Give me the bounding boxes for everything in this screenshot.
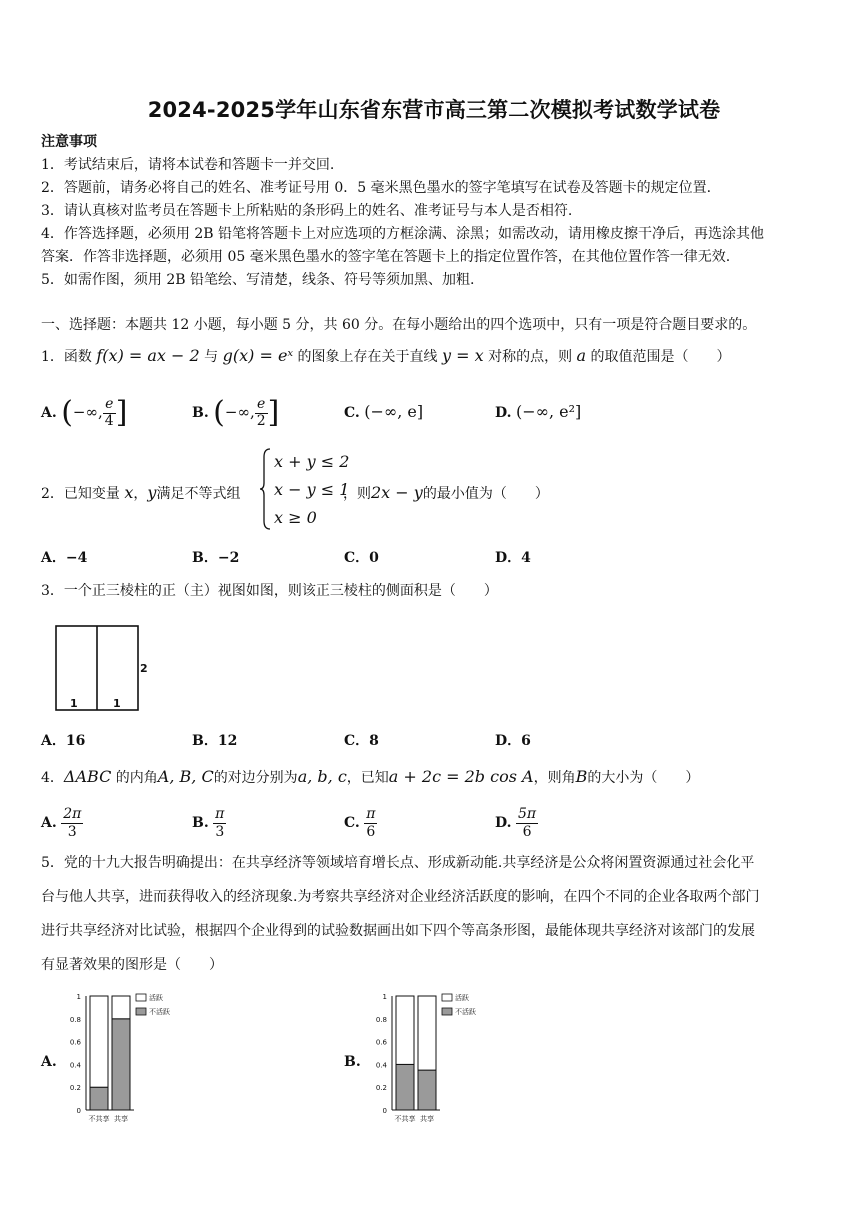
q1-option-b[interactable] bbox=[192, 389, 279, 435]
q1-text: 对称的点，则 bbox=[488, 349, 573, 365]
math: (−∞, e] bbox=[364, 402, 424, 421]
q5-option-a[interactable]: A. bbox=[41, 1054, 57, 1070]
math-b: B bbox=[575, 767, 588, 786]
bar-segment-inactive bbox=[418, 1070, 436, 1110]
question-4 bbox=[41, 767, 699, 787]
fraction bbox=[364, 806, 377, 841]
question-2-tail bbox=[343, 483, 549, 503]
q3-option-b[interactable]: B．12 bbox=[192, 733, 238, 749]
bracket: ] bbox=[115, 395, 128, 430]
option-label: A. bbox=[41, 815, 57, 831]
note-item: 4．作答选择题，必须用 2B 铅笔将答题卡上对应选项的方框涂满、涂黑；如需改动，请用橡皮擦干净后，再选涂其他 bbox=[41, 226, 764, 242]
legend-swatch bbox=[442, 1008, 452, 1015]
q1-text: 与 bbox=[204, 349, 219, 365]
notes-heading: 注意事项 bbox=[41, 134, 97, 150]
legend-label: 活跃 bbox=[455, 994, 469, 1002]
note-item: 5．如需作图，须用 2B 铅笔绘、写清楚，线条、符号等须加黑、加粗. bbox=[41, 272, 475, 288]
y-tick-label: 0 bbox=[382, 1107, 387, 1115]
y-tick-label: 0.8 bbox=[375, 1015, 387, 1024]
bracket: ] bbox=[267, 395, 280, 430]
question-3: 3．一个正三棱柱的正（主）视图如图，则该正三棱柱的侧面积是（ ） bbox=[41, 583, 498, 599]
q3-option-a[interactable]: A．16 bbox=[41, 733, 86, 749]
question-5-line: 5．党的十九大报告明确提出：在共享经济等领域培育增长点、形成新动能.共享经济是公众将闲置资源通过社会化平 bbox=[41, 855, 755, 871]
q1-text: 的取值范围是（ ） bbox=[590, 349, 731, 365]
system-line: x + y ≤ 2 bbox=[274, 452, 350, 471]
q2-text: 已知变量 bbox=[63, 486, 120, 502]
math-f: f(x) = ax − 2 bbox=[96, 346, 200, 365]
y-tick-label: 0.6 bbox=[375, 1038, 387, 1047]
bar-segment-active bbox=[90, 996, 108, 1087]
math-sides: a, b, c bbox=[297, 767, 347, 786]
y-tick-label: 0.8 bbox=[69, 1015, 81, 1024]
question-number: 4． bbox=[41, 770, 64, 786]
q2-text: ， bbox=[133, 486, 148, 502]
system-brace bbox=[258, 447, 272, 531]
q3-option-d[interactable]: D．6 bbox=[495, 733, 531, 749]
x-tick-label: 不共享 bbox=[394, 1115, 416, 1123]
y-tick-label: 1 bbox=[382, 993, 387, 1001]
system-line: x − y ≤ 1 bbox=[274, 480, 350, 499]
q4-option-a[interactable] bbox=[41, 803, 83, 843]
numerator: π bbox=[366, 805, 376, 822]
y-tick-label: 0.6 bbox=[69, 1038, 81, 1047]
question-5-line: 进行共享经济对比试验，根据四个企业得到的试验数据画出如下四个等高条形图，最能体现共享经济对该部门的发展 bbox=[41, 923, 755, 939]
math-angles: A, B, C bbox=[157, 767, 214, 786]
math: −∞, bbox=[72, 403, 103, 421]
q3-option-c[interactable]: C．8 bbox=[344, 733, 379, 749]
q2-text: 的最小值为（ ） bbox=[422, 486, 549, 502]
math-x: x bbox=[124, 483, 134, 502]
bar-segment-inactive bbox=[112, 1019, 130, 1110]
numerator: π bbox=[215, 805, 225, 822]
numerator: 5π bbox=[517, 805, 537, 822]
q2-option-d[interactable]: D．4 bbox=[495, 550, 531, 566]
option-label: C. bbox=[344, 405, 360, 421]
option-label: D. bbox=[495, 405, 512, 421]
legend-label: 不活跃 bbox=[149, 1008, 170, 1016]
q2-option-a[interactable]: A．−4 bbox=[41, 550, 88, 566]
legend-swatch bbox=[136, 1008, 146, 1015]
math-equation: a + 2c = 2b cos A bbox=[388, 767, 534, 786]
q1-option-d[interactable] bbox=[495, 389, 581, 435]
q5-option-b[interactable]: B. bbox=[344, 1054, 361, 1070]
q2-option-b[interactable]: B．−2 bbox=[192, 550, 240, 566]
denominator: 3 bbox=[213, 823, 226, 841]
bracket: ( bbox=[213, 395, 225, 430]
fraction bbox=[516, 806, 538, 841]
q4-option-d[interactable] bbox=[495, 803, 538, 843]
q1-option-c[interactable] bbox=[344, 389, 423, 435]
question-2-intro bbox=[41, 483, 240, 503]
y-tick-label: 0.4 bbox=[69, 1061, 81, 1070]
q2-option-c[interactable]: C．0 bbox=[344, 550, 379, 566]
math: −∞, bbox=[224, 403, 255, 421]
legend-swatch bbox=[136, 994, 146, 1001]
legend-label: 活跃 bbox=[149, 994, 163, 1002]
question-5-line: 台与他人共享，进而获得收入的经济现象.为考察共享经济对企业经济活跃度的影响，在四个不同的企业各取两个部门 bbox=[41, 889, 760, 905]
math-line: y = x bbox=[442, 346, 484, 365]
numerator: 2π bbox=[63, 805, 82, 822]
bar-segment-active bbox=[418, 996, 436, 1070]
bar-segment-active bbox=[112, 996, 130, 1019]
section-heading: 一、选择题：本题共 12 小题，每小题 5 分，共 60 分。在每小题给出的四个选项中，只有一项是符合题目要求的。 bbox=[41, 317, 757, 333]
y-tick-label: 0.2 bbox=[375, 1084, 387, 1093]
bar-chart-a bbox=[62, 988, 202, 1128]
system-line: x ≥ 0 bbox=[274, 508, 317, 527]
note-item: 3．请认真核对监考员在答题卡上所粘贴的条形码上的姓名、准考证号与本人是否相符. bbox=[41, 203, 573, 219]
bar-segment-inactive bbox=[90, 1087, 108, 1110]
math-expr: 2x − y bbox=[371, 483, 423, 502]
option-label: B. bbox=[192, 405, 209, 421]
bar-segment-inactive bbox=[396, 1064, 414, 1110]
numerator: e bbox=[255, 397, 268, 413]
legend-swatch bbox=[442, 994, 452, 1001]
option-label: A. bbox=[41, 405, 57, 421]
fraction bbox=[213, 806, 226, 841]
q4-option-b[interactable] bbox=[192, 803, 226, 843]
math: (−∞, e²] bbox=[515, 402, 582, 421]
y-tick-label: 0.4 bbox=[375, 1061, 387, 1070]
y-tick-label: 0.2 bbox=[69, 1084, 81, 1093]
math-a: a bbox=[576, 346, 587, 365]
bracket: ( bbox=[61, 395, 73, 430]
q4-text: 的大小为（ ） bbox=[587, 770, 700, 786]
q1-text: 的图象上存在关于直线 bbox=[297, 349, 438, 365]
bar-chart-b bbox=[368, 988, 508, 1128]
question-5-line: 有显著效果的图形是（ ） bbox=[41, 957, 223, 973]
q4-text: 的内角 bbox=[115, 770, 158, 786]
note-item: 2．答题前，请务必将自己的姓名、准考证号用 0．5 毫米黑色墨水的签字笔填写在试卷及答题卡的规定位置. bbox=[41, 180, 712, 196]
fraction bbox=[255, 397, 268, 429]
x-tick-label: 共享 bbox=[114, 1115, 128, 1123]
question-number: 2． bbox=[41, 486, 64, 502]
q4-text: ，则角 bbox=[533, 770, 576, 786]
page-title: 2024-2025学年山东省东营市高三第二次模拟考试数学试卷 bbox=[147, 98, 721, 122]
option-label: C. bbox=[344, 815, 360, 831]
note-item: 1．考试结束后，请将本试卷和答题卡一并交回. bbox=[41, 157, 335, 173]
q2-text: 满足不等式组 bbox=[156, 486, 241, 502]
x-tick-label: 不共享 bbox=[88, 1115, 110, 1123]
q4-option-c[interactable] bbox=[344, 803, 377, 843]
q1-option-a[interactable] bbox=[41, 389, 127, 435]
fig-width-label: 1 bbox=[113, 697, 121, 710]
q2-text: ，则 bbox=[343, 486, 371, 502]
denominator: 3 bbox=[61, 823, 83, 841]
option-label: D. bbox=[495, 815, 512, 831]
math-y: y bbox=[147, 483, 157, 502]
option-label: B. bbox=[192, 815, 209, 831]
denominator: 6 bbox=[516, 823, 538, 841]
fraction bbox=[103, 397, 116, 429]
denominator: 6 bbox=[364, 823, 377, 841]
denominator: 4 bbox=[104, 412, 114, 429]
fraction bbox=[61, 806, 83, 841]
math-triangle: ΔABC bbox=[63, 767, 112, 786]
y-tick-label: 1 bbox=[76, 993, 81, 1001]
numerator: e bbox=[103, 397, 116, 413]
math-g: g(x) = eˣ bbox=[222, 346, 294, 365]
bar-segment-active bbox=[396, 996, 414, 1064]
fig-width-label: 1 bbox=[70, 697, 78, 710]
q1-text: 函数 bbox=[63, 349, 92, 365]
legend-label: 不活跃 bbox=[455, 1008, 476, 1016]
q4-text: ，已知 bbox=[346, 770, 389, 786]
question-number: 1． bbox=[41, 349, 64, 365]
q4-text: 的对边分别为 bbox=[213, 770, 298, 786]
x-tick-label: 共享 bbox=[420, 1115, 434, 1123]
fig-height-label: 2 bbox=[140, 662, 148, 675]
note-item: 答案．作答非选择题，必须用 05 毫米黑色墨水的签字笔在答题卡上的指定位置作答，在其他位置作答一律无效. bbox=[41, 249, 731, 265]
question-1 bbox=[41, 346, 731, 366]
denominator: 2 bbox=[256, 412, 266, 429]
y-tick-label: 0 bbox=[76, 1107, 81, 1115]
